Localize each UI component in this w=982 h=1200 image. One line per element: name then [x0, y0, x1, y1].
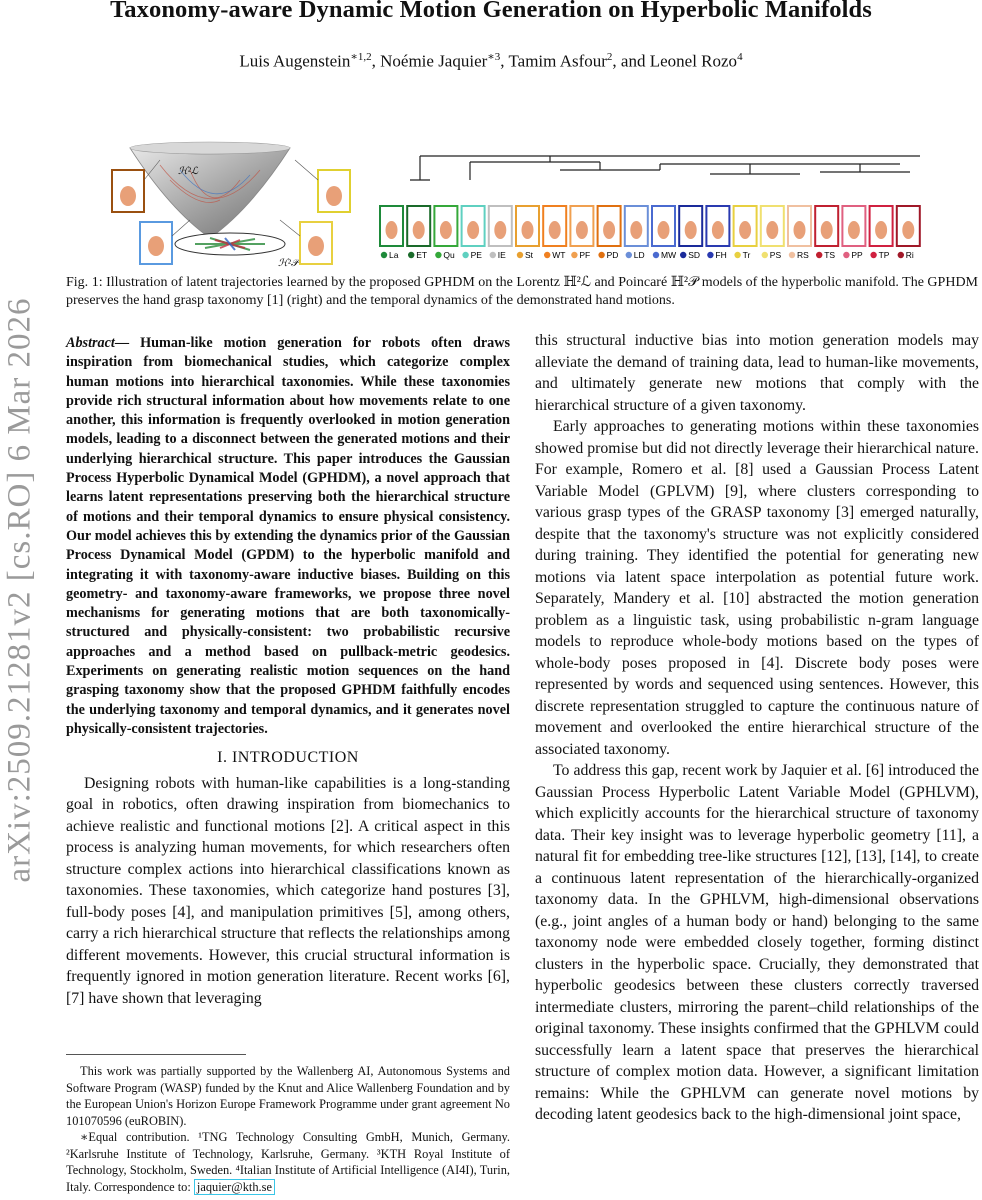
grasp-label: LD — [633, 250, 645, 260]
funding-footnote: This work was partially supported by the Wallenberg AI, Autonomous Systems and Software Program (WASP) funded by the Knut and Alice Wallenberg Foundation and by the European Union's Horizon Europe Framework Programme under grant agreement No 101070596 (euROBIN). — [66, 1064, 510, 1128]
hand-icon — [494, 221, 506, 239]
grasp-label: IE — [497, 250, 506, 260]
hand-icon — [386, 221, 398, 239]
body-paragraph: Designing robots with human-like capabilities is a long-standing goal in robotics, often drawing inspiration from biomechanics to achieve realistic and functional motions [2]. A critical aspect in this process is analyzing human movements, for which researchers often structure complex actions into hierarchical classifications known as taxonomies. These taxonomies, which categorize hand postures [3], full-body poses [4], and manipulation primitives [5], among others, carry a rich hierarchical structure that reflects the relationships among different movements. However, this crucial structural information is frequently ignored in motion generation literature. Recent works [6], [7] have shown that leveraging — [66, 774, 510, 1007]
author-name: Tamim Asfour — [508, 51, 607, 71]
hand-icon — [821, 221, 833, 239]
grasp-color-dot — [653, 252, 659, 258]
grasp-label: SD — [688, 250, 701, 260]
grasp-label: PP — [851, 250, 863, 260]
affiliation-text: ∗Equal contribution. ¹TNG Technology Consulting GmbH, Munich, Germany. ²Karlsruhe Institute of Technology, Karlsruhe, Germany. ³KTH Royal Institute of Technology, Stockholm, Sweden. ⁴Italian Institute of Artificial Intelligence (AI4I), Turin, Italy. Correspondence to: — [66, 1130, 510, 1194]
hand-icon — [766, 221, 778, 239]
grasp-label: PE — [470, 250, 482, 260]
grasp-color-dot — [571, 252, 577, 258]
author-affiliation: 4 — [737, 51, 743, 63]
grasp-color-dot — [626, 252, 632, 258]
hand-icon — [603, 221, 615, 239]
grasp-label: MW — [661, 250, 677, 260]
grasp-color-dot — [816, 252, 822, 258]
grasp-label: TS — [824, 250, 836, 260]
abstract-label: Abstract — [66, 335, 115, 351]
hand-icon — [875, 221, 887, 239]
grasp-color-dot — [435, 252, 441, 258]
grasp-color-dot — [680, 252, 686, 258]
author-affiliation: 2 — [606, 51, 613, 63]
author-affiliation: ∗1,2 — [350, 51, 372, 63]
grasp-color-dot — [734, 252, 740, 258]
hand-icon — [522, 221, 534, 239]
figure-caption: Fig. 1: Illustration of latent trajectories learned by the proposed GPHDM on the Lorentz ℍ²ℒ and Poincaré ℍ²𝒫 models of the hyperbolic manifold. The GPHDM preserves the hand grasp taxonomy [1] (right) and the temporal dynamics of the demonstrated hand motions. — [66, 275, 978, 308]
grasp-color-dot — [490, 252, 496, 258]
hand-icon — [413, 221, 425, 239]
abstract — [66, 334, 510, 739]
grasp-label: TP — [878, 250, 890, 260]
hand-icon — [739, 221, 751, 239]
grasp-color-dot — [843, 252, 849, 258]
grasp-label: Qu — [443, 250, 455, 260]
grasp-label: Tr — [742, 250, 751, 260]
grasp-label: PS — [769, 250, 782, 260]
grasp-label: PD — [606, 250, 619, 260]
grasp-label: La — [389, 250, 399, 260]
hand-icon — [576, 221, 588, 239]
left-column — [66, 334, 510, 1009]
author-name: Luis Augenstein — [239, 51, 351, 71]
footnote-rule — [66, 1054, 246, 1055]
section-heading: I. INTRODUCTION — [217, 749, 359, 767]
hand-icon — [794, 221, 806, 239]
grasp-color-dot — [517, 252, 523, 258]
arxiv-identifier: arXiv:2509.21281v2 [cs.RO] 6 Mar 2026 — [1, 297, 38, 883]
correspondence-email-link[interactable]: jaquier@kth.se — [194, 1179, 275, 1195]
hand-icon — [440, 221, 452, 239]
grasp-label: FH — [715, 250, 727, 260]
grasp-color-dot — [408, 252, 414, 258]
hand-icon — [467, 221, 479, 239]
footnotes — [66, 1063, 510, 1195]
author-list: Luis Augenstein$^{∗1,2}$, Noémie Jaquier$^{∗3}$, Tamim Asfour$^2$, and Leonel Rozo$^4$ — [239, 51, 743, 71]
grasp-label: ET — [416, 250, 428, 260]
grasp-color-dot — [462, 252, 468, 258]
grasp-color-dot — [598, 252, 604, 258]
hand-icon — [685, 221, 697, 239]
grasp-label: PF — [579, 250, 591, 260]
author-conjunction: and — [620, 51, 646, 71]
author-name: Leonel Rozo — [649, 51, 738, 71]
grasp-color-dot — [707, 252, 713, 258]
abstract-text: — Human-like motion generation for robots often draws inspiration from biomechanical studies, which categorize complex human motions into hierarchical taxonomies. While these taxonomies provide rich structural information about how movements relate to one another, this information is frequently overlooked in motion generation models, leading to a disconnect between the generated motions and their underlying hierarchical structure. This paper introduces the Gaussian Process Hyperbolic Dynamical Model (GPHDM), a novel approach that learns latent representations preserving both the hierarchical structure of motions and their temporal dynamics to ensure physical consistency. Our model achieves this by extending the dynamics prior of the Gaussian Process Dynamical Model (GPDM) to the hyperbolic manifold and integrating it with taxonomy-aware inductive biases. Building on this geometry- and taxonomy-aware frameworks, we propose three novel mechanisms for generating motions that are both taxonomically-structured and physically-consistent: two probabilistic recursive approaches and a method based on pullback-metric geodesics. Experiments on generating realistic motion sequences on the hand grasping taxonomy show that the proposed GPHDM faithfully encodes the underlying taxonomy and temporal dynamics, and it generates novel physically-consistent trajectories. — [66, 335, 510, 737]
hand-icon — [630, 221, 642, 239]
poincare-model-label: ℋ²𝒫 — [278, 258, 299, 269]
arxiv-stamp — [0, 270, 40, 910]
paper-title: Taxonomy-aware Dynamic Motion Generation on Hyperbolic Manifolds — [110, 0, 872, 23]
hand-icon — [712, 221, 724, 239]
author-affiliation: ∗3 — [487, 51, 501, 63]
grasp-label: WT — [552, 250, 566, 260]
grasp-color-dot — [870, 252, 876, 258]
hand-icon — [848, 221, 860, 239]
grasp-tile-row — [380, 206, 920, 260]
lorentz-bowl-illustration — [112, 142, 350, 269]
right-column — [535, 330, 979, 1126]
body-paragraph: Early approaches to generating motions within these taxonomies showed promise but did not directly leverage their hierarchical nature. For example, Romero et al. [8] used a Gaussian Process Latent Variable Model (GPLVM) [9], where clusters corresponding to various grasp types of the GRASP taxonomy [3] emerged naturally, despite that the taxonomy's structure was not explicitly considered during training. They identified the potential for generating new motions via latent space interpolation as potential future work. Separately, Mandery et al. [10] abstracted the motion generation problem as a linguistic task, using probabilistic n-gram language models to reproduce whole-body motions based on the types of whole-body poses proposed in [4]. Discrete body poses were represented by words and sequenced using sentences. However, this discrete representation struggled to capture the continuous nature of movement and overlooked the entire hierarchical structure of the associated taxonomy. — [535, 418, 979, 758]
figure-1 — [100, 140, 940, 275]
grasp-color-dot — [762, 252, 768, 258]
author-name: Noémie Jaquier — [380, 51, 488, 71]
grasp-label: RS — [797, 250, 809, 260]
body-paragraph: To address this gap, recent work by Jaquier et al. [6] introduced the Gaussian Process Hyperbolic Latent Variable Model (GPHLVM), which explicitly accounts for the hierarchical structure of taxonomy data. Their key insight was to leverage hyperbolic geometry [11], a natural fit for embedding tree-like structures [12], [13], [14], to create a continuous latent representation of the hierarchically-organized taxonomy data. In the GPHLVM, high-dimensional observations (e.g., joint angles of a human body or hand) belonging to the same taxonomy node were embedded closely together, forming distinct clusters in the hyperbolic space. Crucially, they demonstrated that hyperbolic geodesics between these clusters correctly traversed intermediate clusters, mirroring the parent–child relationships of the original taxonomy. These insights confirmed that the GPHLVM could successfully learn a latent space that preserves the hierarchical structure of complex motion data. However, a significant limitation remains: While the GPHLVM can generate novel motions by decoding latent geodesics back to the high-dimensional joint space, — [535, 762, 979, 1123]
grasp-color-dot — [789, 252, 795, 258]
hand-icon — [902, 221, 914, 239]
hand-icon — [658, 221, 670, 239]
grasp-color-dot — [898, 252, 904, 258]
affiliation-footnote — [66, 1129, 510, 1195]
grasp-label: Ri — [905, 250, 914, 260]
lorentz-model-label: ℋ²ℒ — [178, 166, 199, 177]
body-paragraph: this structural inductive bias into motion generation models may alleviate the demand of training data, lead to human-like movements, and ultimately generate new motions that comply with the hierarchical structure of a given taxonomy. — [535, 332, 979, 414]
hand-icon — [549, 221, 561, 239]
grasp-label: St — [525, 250, 534, 260]
grasp-taxonomy-dendrogram — [410, 156, 920, 180]
grasp-color-dot — [381, 252, 387, 258]
grasp-color-dot — [544, 252, 550, 258]
